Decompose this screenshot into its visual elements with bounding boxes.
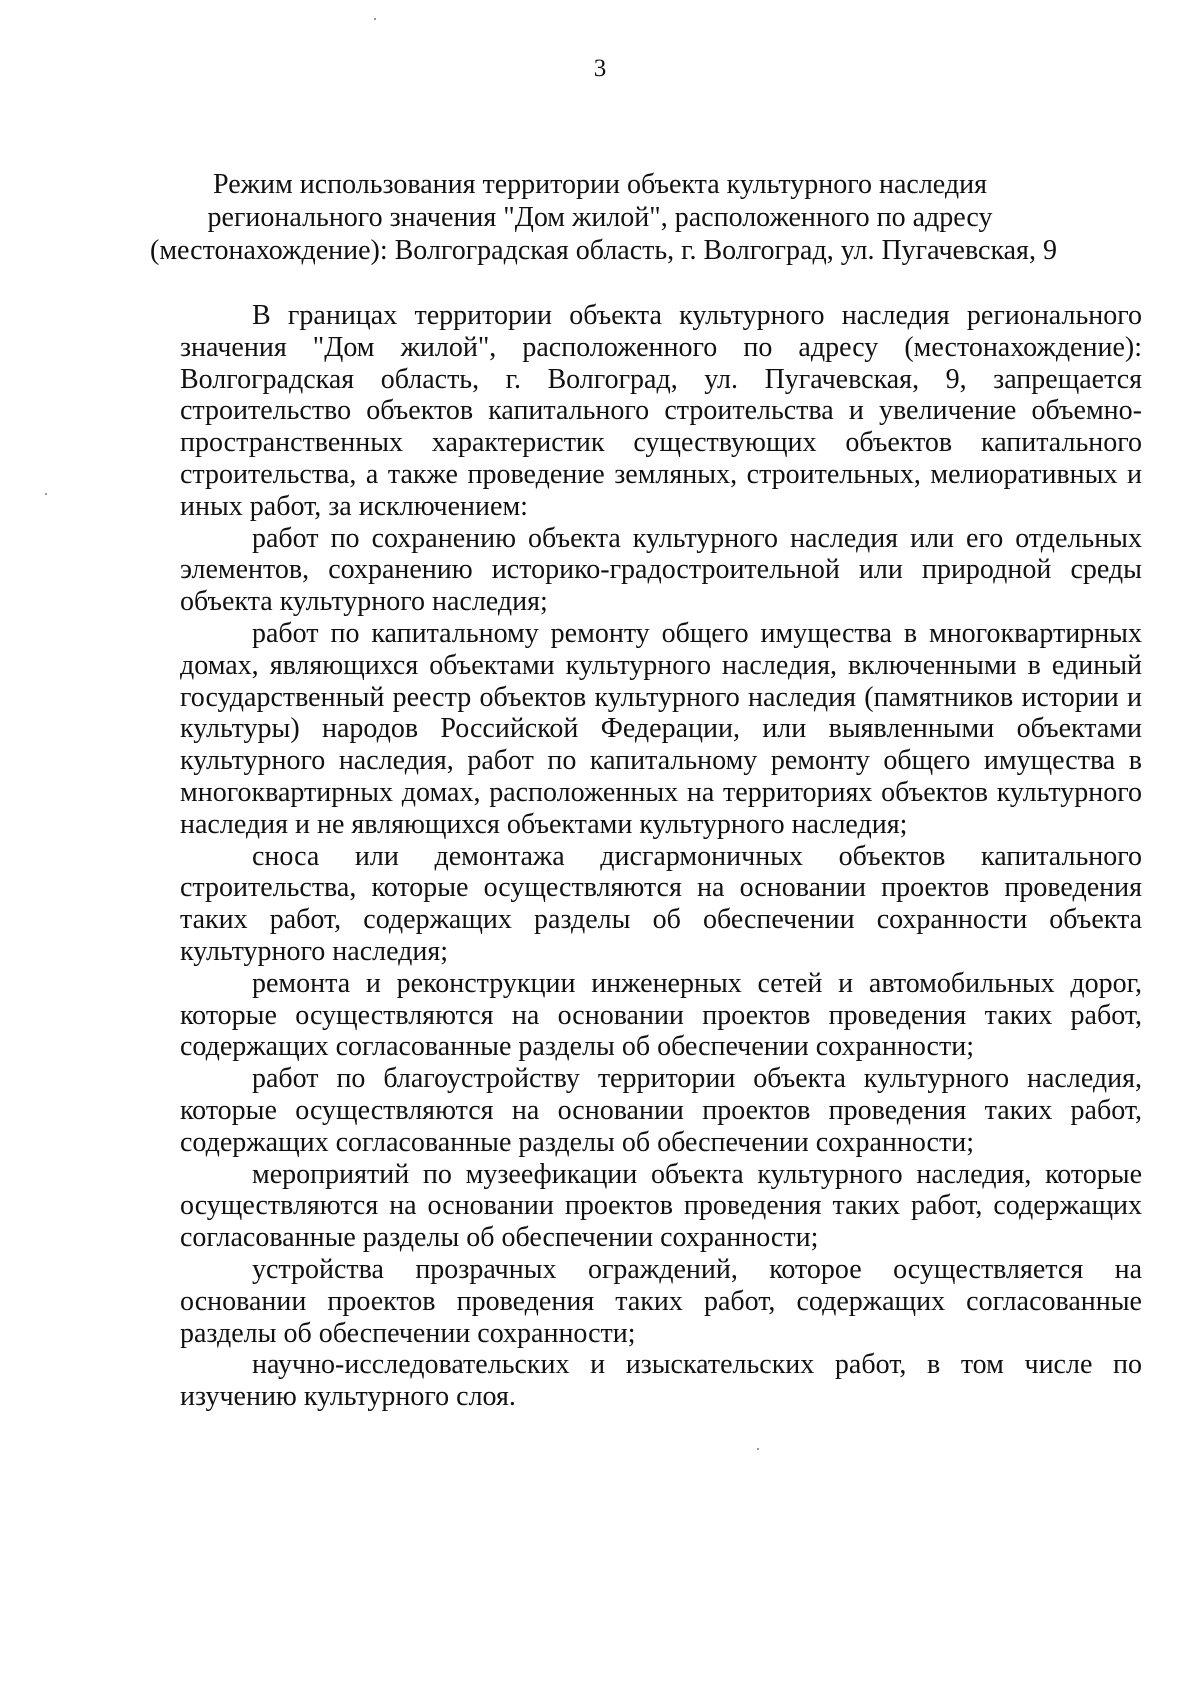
paragraph-exception-capital-repair: работ по капитальному ремонту общего имущества в многоквартирных домах, являющихся объектами культурного наследия, включенными в единый государственный реестр объектов культурного наследия (памятников истории и культуры) народов Российской Федерации, или выявленными объектами культурного наследия, работ по капитальному ремонту общего имущества в многоквартирных домах, расположенных на территориях объектов культурного наследия и не являющихся объектами культурного наследия; (180, 617, 1142, 840)
paragraph-exception-networks-roads: ремонта и реконструкции инженерных сетей и автомобильных дорог, которые осуществляются на основании проектов проведения таких работ, содержащих согласованные разделы об обеспечении сохранности; (180, 967, 1142, 1063)
title-line-2: регионального значения "Дом жилой", расположенного по адресу (207, 202, 993, 233)
scan-speck (45, 493, 47, 495)
paragraph-intro: В границах территории объекта культурного наследия регионального значения "Дом жилой", расположенного по адресу (местонахождение): Волгоградская область, г. Волгоград, ул. Пугачевская, 9, запрещается строительство объектов капитального строительства и увеличение объемно-пространственных характеристик существующих объектов капитального строительства, а также проведение земляных, строительных, мелиоративных и иных работ, за исключением: (180, 300, 1142, 522)
paragraph-exception-demolition: сноса или демонтажа дисгармоничных объектов капитального строительства, которые осуществляются на основании проектов проведения таких работ, содержащих разделы об обеспечении сохранности объекта культурного наследия; (180, 840, 1142, 967)
paragraph-exception-museumification: мероприятий по музеефикации объекта культурного наследия, которые осуществляются на основании проектов проведения таких работ, содержащих согласованные разделы об обеспечении сохранности; (180, 1158, 1142, 1254)
paragraph-exception-research: научно-исследовательских и изыскательских работ, в том числе по изучению культурного слоя. (180, 1349, 1142, 1413)
title-line-3: (местонахождение): Волгоградская область, г. Волгоград, ул. Пугачевская, 9 (150, 235, 1057, 266)
page-number: 3 (593, 55, 607, 82)
document-body (180, 300, 1142, 1413)
document-title (150, 168, 1057, 267)
paragraph-exception-fences: устройства прозрачных ограждений, которое осуществляется на основании проектов проведения таких работ, содержащих согласованные разделы об обеспечении сохранности; (180, 1253, 1142, 1349)
scan-speck (374, 18, 376, 20)
scan-speck (757, 1448, 759, 1450)
paragraph-exception-preservation: работ по сохранению объекта культурного наследия или его отдельных элементов, сохранению историко-градостроительной или природной среды объекта культурного наследия; (180, 522, 1142, 618)
paragraph-exception-landscaping: работ по благоустройству территории объекта культурного наследия, которые осуществляются на основании проектов проведения таких работ, содержащих согласованные разделы об обеспечении сохранности; (180, 1063, 1142, 1158)
title-line-1: Режим использования территории объекта культурного наследия (213, 169, 987, 200)
